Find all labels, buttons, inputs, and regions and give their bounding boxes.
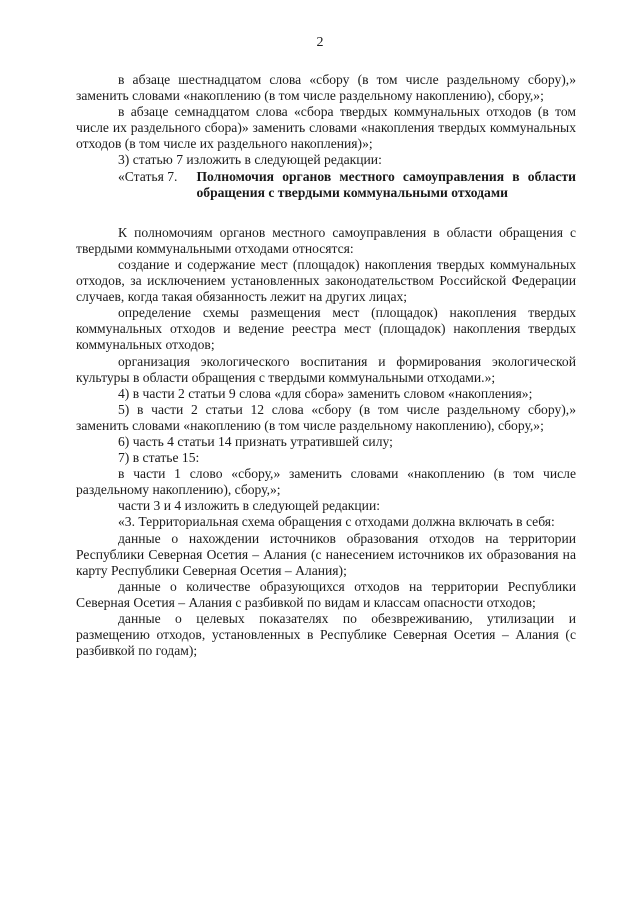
article-label: «Статья 7. bbox=[118, 168, 178, 184]
paragraph: данные о целевых показателях по обезвреживанию, утилизации и размещению отходов, установленных в Республике Северная Осетия – Алания (с разбивкой по годам); bbox=[76, 611, 576, 659]
paragraph: в абзаце шестнадцатом слова «сбору (в том числе раздельному сбору),» заменить словами «накоплению (в том числе раздельному накоплению), сбору,»; bbox=[76, 72, 576, 104]
paragraph: данные о нахождении источников образования отходов на территории Республики Северная Осетия – Алания (с нанесением источников их образования на карту Республики Северная Осетия – Алания); bbox=[76, 530, 576, 578]
paragraph: в части 1 слово «сбору,» заменить словами «накоплению (в том числе раздельному накоплению), сбору,»; bbox=[76, 466, 576, 498]
paragraph: создание и содержание мест (площадок) накопления твердых коммунальных отходов, за исключением установленных законодательством Российской Федерации случаев, когда такая обязанность лежит на других лицах; bbox=[76, 256, 576, 305]
document-body bbox=[76, 72, 576, 659]
paragraph: 5) в части 2 статьи 12 слова «сбору (в том числе раздельному сбору),» заменить словами «накоплению (в том числе раздельному накоплению), сбору,»; bbox=[76, 401, 576, 433]
paragraph: данные о количестве образующихся отходов на территории Республики Северная Осетия – Алания с разбивкой по видам и классам опасности отходов; bbox=[76, 578, 576, 610]
article-title: Полномочия органов местного самоуправления в области обращения с твердыми коммунальными отходами bbox=[196, 168, 576, 200]
paragraph: К полномочиям органов местного самоуправления в области обращения с твердыми коммунальными отходами относятся: bbox=[76, 224, 576, 256]
paragraph: «3. Территориальная схема обращения с отходами должна включать в себя: bbox=[118, 514, 555, 530]
page-number: 2 bbox=[316, 35, 324, 50]
paragraph: части 3 и 4 изложить в следующей редакции: bbox=[118, 498, 381, 514]
paragraph: 6) часть 4 статьи 14 признать утратившей силу; bbox=[118, 433, 393, 449]
paragraph: организация экологического воспитания и формирования экологической культуры в области обращения с твердыми коммунальными отходами.»; bbox=[76, 353, 576, 385]
paragraph: определение схемы размещения мест (площадок) накопления твердых коммунальных отходов и ведение реестра мест (площадок) накопления твердых коммунальных отходов; bbox=[76, 305, 576, 353]
paragraph: 7) в статье 15: bbox=[118, 450, 200, 466]
spacer bbox=[76, 201, 576, 225]
paragraph: 4) в части 2 статьи 9 слова «для сбора» заменить словом «накопления»; bbox=[118, 385, 533, 401]
paragraph: в абзаце семнадцатом слова «сбора твердых коммунальных отходов (в том числе их раздельного сбора)» заменить словами «накопления твердых коммунальных отходов (в том числе их раздельного накопления)»; bbox=[76, 104, 576, 152]
article-heading bbox=[118, 169, 576, 201]
paragraph: 3) статью 7 изложить в следующей редакции: bbox=[118, 152, 382, 168]
